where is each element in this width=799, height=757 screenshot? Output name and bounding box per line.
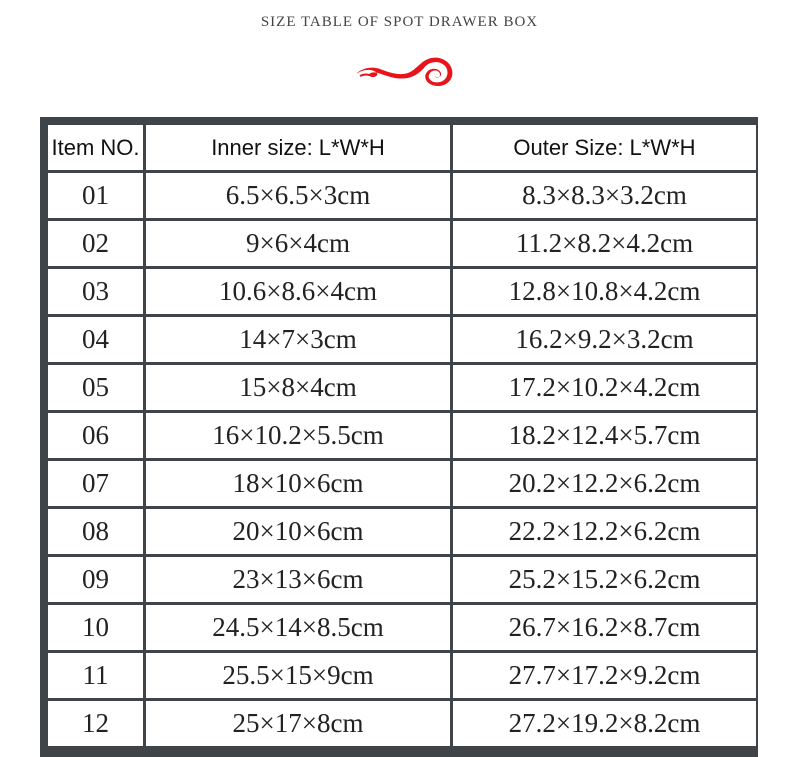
outer-size-cell: 26.7×16.2×8.7cm	[453, 605, 756, 650]
outer-size-cell: 22.2×12.2×6.2cm	[453, 509, 756, 554]
inner-size-cell: 9×6×4cm	[146, 221, 450, 266]
size-table	[45, 122, 759, 749]
item-number-cell: 04	[48, 317, 143, 362]
outer-size-cell: 11.2×8.2×4.2cm	[453, 221, 756, 266]
header-item-no: Item NO.	[48, 125, 143, 170]
table-row	[48, 701, 756, 746]
table-row	[48, 221, 756, 266]
inner-size-cell: 23×13×6cm	[146, 557, 450, 602]
table-row	[48, 509, 756, 554]
table-row	[48, 269, 756, 314]
inner-size-cell: 18×10×6cm	[146, 461, 450, 506]
inner-size-cell: 20×10×6cm	[146, 509, 450, 554]
inner-size-cell: 16×10.2×5.5cm	[146, 413, 450, 458]
item-number-cell: 09	[48, 557, 143, 602]
inner-size-cell: 25.5×15×9cm	[146, 653, 450, 698]
outer-size-cell: 12.8×10.8×4.2cm	[453, 269, 756, 314]
item-number-cell: 01	[48, 173, 143, 218]
table-row	[48, 605, 756, 650]
outer-size-cell: 8.3×8.3×3.2cm	[453, 173, 756, 218]
table-row	[48, 317, 756, 362]
item-number-cell: 08	[48, 509, 143, 554]
table-row	[48, 413, 756, 458]
table-row	[48, 557, 756, 602]
outer-size-cell: 25.2×15.2×6.2cm	[453, 557, 756, 602]
item-number-cell: 02	[48, 221, 143, 266]
red-cloud-icon	[352, 54, 456, 90]
table-row	[48, 461, 756, 506]
inner-size-cell: 6.5×6.5×3cm	[146, 173, 450, 218]
inner-size-cell: 25×17×8cm	[146, 701, 450, 746]
item-number-cell: 05	[48, 365, 143, 410]
inner-size-cell: 14×7×3cm	[146, 317, 450, 362]
inner-size-cell: 24.5×14×8.5cm	[146, 605, 450, 650]
outer-size-cell: 20.2×12.2×6.2cm	[453, 461, 756, 506]
page-title: SIZE TABLE OF SPOT DRAWER BOX	[260, 14, 539, 30]
outer-size-cell: 27.2×19.2×8.2cm	[453, 701, 756, 746]
item-number-cell: 03	[48, 269, 143, 314]
outer-size-cell: 18.2×12.4×5.7cm	[453, 413, 756, 458]
item-number-cell: 11	[48, 653, 143, 698]
table-row	[48, 365, 756, 410]
size-table-frame	[40, 117, 758, 757]
outer-size-cell: 16.2×9.2×3.2cm	[453, 317, 756, 362]
header-inner-size: Inner size: L*W*H	[146, 125, 450, 170]
outer-size-cell: 27.7×17.2×9.2cm	[453, 653, 756, 698]
table-row	[48, 653, 756, 698]
inner-size-cell: 10.6×8.6×4cm	[146, 269, 450, 314]
item-number-cell: 07	[48, 461, 143, 506]
item-number-cell: 12	[48, 701, 143, 746]
item-number-cell: 10	[48, 605, 143, 650]
inner-size-cell: 15×8×4cm	[146, 365, 450, 410]
header-outer-size: Outer Size: L*W*H	[453, 125, 756, 170]
table-header-row	[48, 125, 756, 170]
item-number-cell: 06	[48, 413, 143, 458]
table-row	[48, 173, 756, 218]
outer-size-cell: 17.2×10.2×4.2cm	[453, 365, 756, 410]
